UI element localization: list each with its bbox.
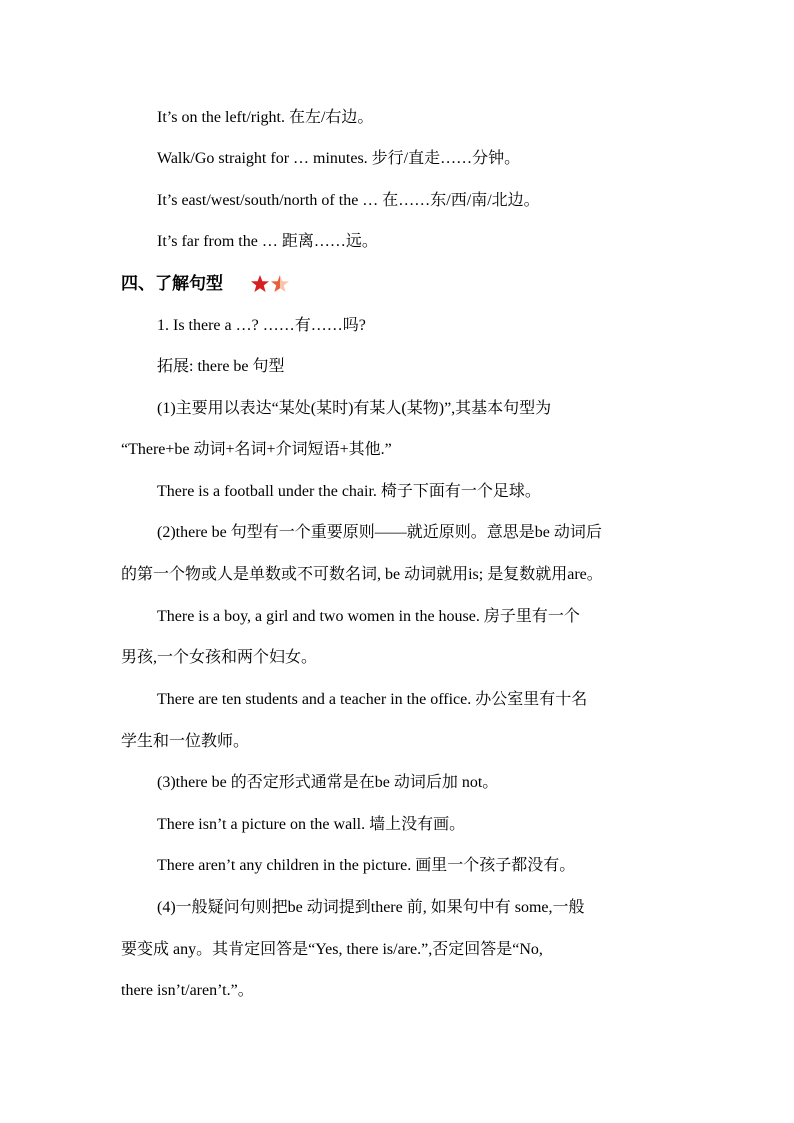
rule-1-line-1: (1)主要用以表达“某处(某时)有某人(某物)”,其基本句型为 [157,400,552,417]
direction-phrase-far-from: It’s far from the … 距离……远。 [157,233,378,250]
rule-1-line-2: “There+be 动词+名词+介词短语+其他.” [121,441,392,458]
rule-2-line-1: (2)there be 句型有一个重要原则——就近原则。意思是be 动词后 [157,524,602,541]
rule-2-line-2: 的第一个物或人是单数或不可数名词, be 动词就用is; 是复数就用are。 [121,566,603,583]
sentence-pattern-question: 1. Is there a …? ……有……吗? [157,317,366,334]
direction-phrase-walk-straight: Walk/Go straight for … minutes. 步行/直走……分钟。 [157,150,521,167]
rule-4-line-1: (4)一般疑问句则把be 动词提到there 前, 如果句中有 some,一般 [157,899,585,916]
half-star-icon [271,275,289,292]
rule-4-line-2: 要变成 any。其肯定回答是“Yes, there is/are.”,否定回答是“No, [121,941,543,958]
example-football: There is a football under the chair. 椅子下面有一个足球。 [157,483,541,500]
example-children-picture: There aren’t any children in the picture. 画里一个孩子都没有。 [157,857,576,874]
direction-phrase-compass: It’s east/west/south/north of the … 在……东/西/南/北边。 [157,192,540,209]
example-office-line-1: There are ten students and a teacher in the office. 办公室里有十名 [157,691,588,708]
difficulty-rating [250,274,296,294]
rule-4-line-3: there isn’t/aren’t.”。 [121,982,254,999]
example-office-line-2: 学生和一位教师。 [121,733,250,750]
extension-label: 拓展: there be 句型 [157,358,285,375]
example-house-line-1: There is a boy, a girl and two women in the house. 房子里有一个 [157,608,580,625]
rule-3: (3)there be 的否定形式通常是在be 动词后加 not。 [157,774,499,791]
example-picture-wall: There isn’t a picture on the wall. 墙上没有画。 [157,816,466,833]
star-icon [251,275,269,292]
section-heading: 四、了解句型 [121,274,223,294]
direction-phrase-left-right: It’s on the left/right. 在左/右边。 [157,109,374,126]
example-house-line-2: 男孩,一个女孩和两个妇女。 [121,649,318,666]
